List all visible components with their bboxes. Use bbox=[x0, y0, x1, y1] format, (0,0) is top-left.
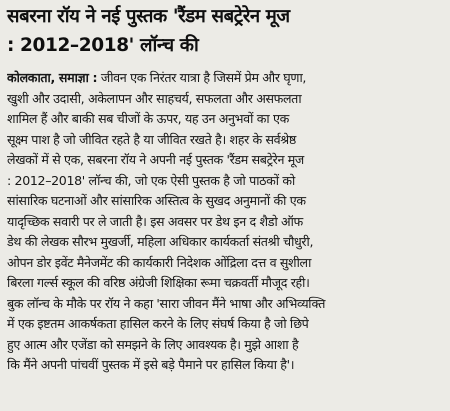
headline bbox=[7, 2, 444, 60]
article-line: ओपन डोर इवेंट मैनेजमेंट की कार्यकारी निदेशक ओंद्रिला दत्त व सुशीला bbox=[7, 254, 311, 270]
article-line: सांसारिक घटनाओं और सांसारिक अस्तित्व के सुखद अनुमानों की एक bbox=[7, 193, 306, 208]
article-line: लेखकों में से एक, सबरना रॉय ने अपनी नई पुस्तक 'रैंडम सबट्रेरेन मूज bbox=[7, 152, 304, 167]
article-line: यादृच्छिक सवारी पर ले जाती है। इस अवसर पर डेथ इन द शैडो ऑफ bbox=[7, 213, 303, 229]
article-line: कोलकाता, समाज्ञा : जीवन एक निरंतर यात्रा है जिसमें प्रेम और घृणा, bbox=[7, 70, 307, 85]
article-body bbox=[7, 68, 444, 376]
article-line: डेथ की लेखक सौरभ मुखर्जी, महिला अधिकार कार्यकर्ता संतश्री चौधुरी, bbox=[7, 234, 314, 249]
headline-line-2: : 2012–2018' लॉन्च की bbox=[7, 35, 199, 56]
article-line: खुशी और उदासी, अकेलापन और साहचर्य, सफलता और असफलता bbox=[7, 90, 302, 106]
article-line: सूक्ष्म पाश है जो जीवित रहते है या जीवित रखते है। शहर के सर्वश्रेष्ठ bbox=[7, 131, 296, 147]
article-line: बिरला गर्ल्स स्कूल की वरिष्ठ अंग्रेजी शिक्षिका रूमा चक्रवर्ती मौजूद रही। bbox=[7, 275, 310, 290]
dateline: कोलकाता, समाज्ञा : bbox=[7, 70, 98, 85]
article-line: बुक लॉन्च के मौके पर रॉय ने कहा 'सारा जीवन मैंने भाषा और अभिव्यक्ति bbox=[7, 295, 326, 311]
article-line: शामिल हैं और बाकी सब चीजों के ऊपर, यह उन अनुभवों का एक bbox=[7, 111, 289, 126]
article-line: में एक इष्टतम आकर्षकता हासिल करने के लिए संघर्ष किया है जो छिपे bbox=[7, 316, 309, 331]
article-line: हुए आत्म और एजेंडा को समझने के लिए आवश्यक है। मुझे आशा है bbox=[7, 336, 299, 352]
article-line: कि मैंने अपनी पांचवीं पुस्तक में इसे बड़े पैमाने पर हासिल किया है'। bbox=[7, 357, 295, 372]
article-line: : 2012–2018' लॉन्च की, जो एक ऐसी पुस्तक है जो पाठकों को bbox=[7, 172, 295, 188]
headline-line-1: सबरना रॉय ने नई पुस्तक 'रैंडम सबट्रेरेन मूज bbox=[7, 6, 290, 27]
